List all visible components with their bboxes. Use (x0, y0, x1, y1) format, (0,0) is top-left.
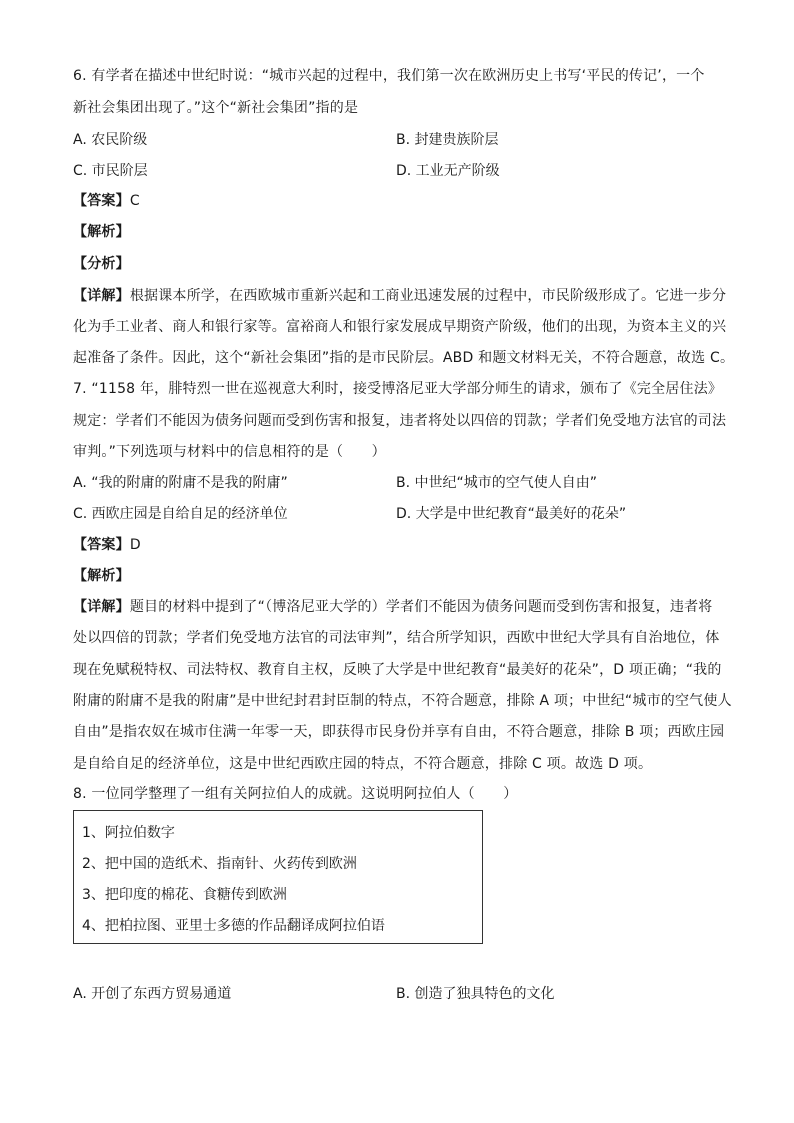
q7-option-d: D. 大学是中世纪教育“最美好的花朵” (396, 506, 627, 522)
q8-item-1: 1、阿拉伯数字 (82, 825, 175, 841)
q7-stem-line-2: 规定：学者们不能因为债务问题而受到伤害和报复，违者将处以四倍的罚款；学者们免受地方法官的司法 (73, 413, 727, 429)
q8-item-4: 4、把柏拉图、亚里士多德的作品翻译成阿拉伯语 (82, 918, 385, 934)
q8-achievements-box (73, 810, 483, 944)
q7-option-c: C. 西欧庄园是自给自足的经济单位 (73, 506, 288, 522)
q7-detail-line-3: 现在免赋税特权、司法特权、教育自主权，反映了大学是中世纪教育“最美好的花朵”，D 项正确；“我的 (73, 662, 722, 678)
q8-item-3: 3、把印度的棉花、食糖传到欧洲 (82, 887, 287, 903)
q6-stem-line-2: 新社会集团出现了。”这个“新社会集团”指的是 (73, 100, 359, 116)
q6-option-b: B. 封建贵族阶层 (396, 132, 499, 148)
q6-option-d: D. 工业无产阶级 (396, 163, 500, 179)
q8-option-b: B. 创造了独具特色的文化 (396, 986, 555, 1002)
q6-answer-tag: 【答案】 (73, 193, 130, 209)
q7-detail-tag: 【详解】 (73, 599, 130, 615)
q6-detail-line-1 (73, 286, 726, 306)
q7-option-a: A. “我的附庸的附庸不是我的附庸” (73, 475, 288, 491)
q7-stem-line-1: 7. “1158 年，腓特烈一世在巡视意大利时，接受博洛尼亚大学部分师生的请求，颁布了《完全居住法》 (73, 381, 723, 397)
q7-detail-line-1 (73, 597, 712, 617)
q6-detail-line-3: 起准备了条件。因此，这个“新社会集团”指的是市民阶层。ABD 和题文材料无关，不符合题意，故选 C。 (73, 350, 735, 366)
q6-detail-line-2: 化为手工业者、商人和银行家等。富裕商人和银行家发展成早期资产阶级，他们的出现，为资本主义的兴 (73, 319, 727, 335)
q6-analysis-tag: 【解析】 (73, 224, 130, 240)
q6-stem-line-1: 6. 有学者在描述中世纪时说：“城市兴起的过程中，我们第一次在欧洲历史上书写‘平民的传记’，一个 (73, 68, 705, 84)
q7-option-b: B. 中世纪“城市的空气使人自由” (396, 475, 598, 491)
q6-fenxi-tag: 【分析】 (73, 256, 130, 272)
q7-detail-line-5: 自由”是指农奴在城市住满一年零一天，即获得市民身份并享有自由，不符合题意，排除 B 项；西欧庄园 (73, 724, 725, 740)
q6-detail-tag: 【详解】 (73, 288, 130, 304)
q6-answer (73, 191, 140, 211)
q7-answer-value: D (129, 537, 141, 553)
q6-detail-text-1: 根据课本所学，在西欧城市重新兴起和工商业迅速发展的过程中，市民阶级形成了。它进一步分 (129, 288, 727, 304)
q7-answer (73, 535, 141, 555)
q8-stem-line-1: 8. 一位同学整理了一组有关阿拉伯人的成就。这说明阿拉伯人（ ） (73, 786, 518, 802)
q6-option-a: A. 农民阶级 (73, 132, 148, 148)
q7-detail-text-1: 题目的材料中提到了“（博洛尼亚大学的）学者们不能因为债务问题而受到伤害和报复，违者将 (129, 599, 713, 615)
q6-option-c: C. 市民阶层 (73, 163, 148, 179)
q7-analysis-tag: 【解析】 (73, 568, 130, 584)
q8-item-2: 2、把中国的造纸术、指南针、火药传到欧洲 (82, 856, 357, 872)
q6-answer-value: C (129, 193, 140, 209)
q7-stem-line-3: 审判。”下列选项与材料中的信息相符的是（ ） (73, 444, 386, 460)
q7-answer-tag: 【答案】 (73, 537, 130, 553)
q7-detail-line-2: 处以四倍的罚款；学者们免受地方法官的司法审判”，结合所学知识，西欧中世纪大学具有自治地位，体 (73, 630, 720, 646)
q7-detail-line-4: 附庸的附庸不是我的附庸”是中世纪封君封臣制的特点，不符合题意，排除 A 项；中世纪“城市的空气使人 (73, 693, 732, 709)
q7-detail-line-6: 是自给自足的经济单位，这是中世纪西欧庄园的特点，不符合题意，排除 C 项。故选 D 项。 (73, 756, 653, 772)
q8-option-a: A. 开创了东西方贸易通道 (73, 986, 232, 1002)
